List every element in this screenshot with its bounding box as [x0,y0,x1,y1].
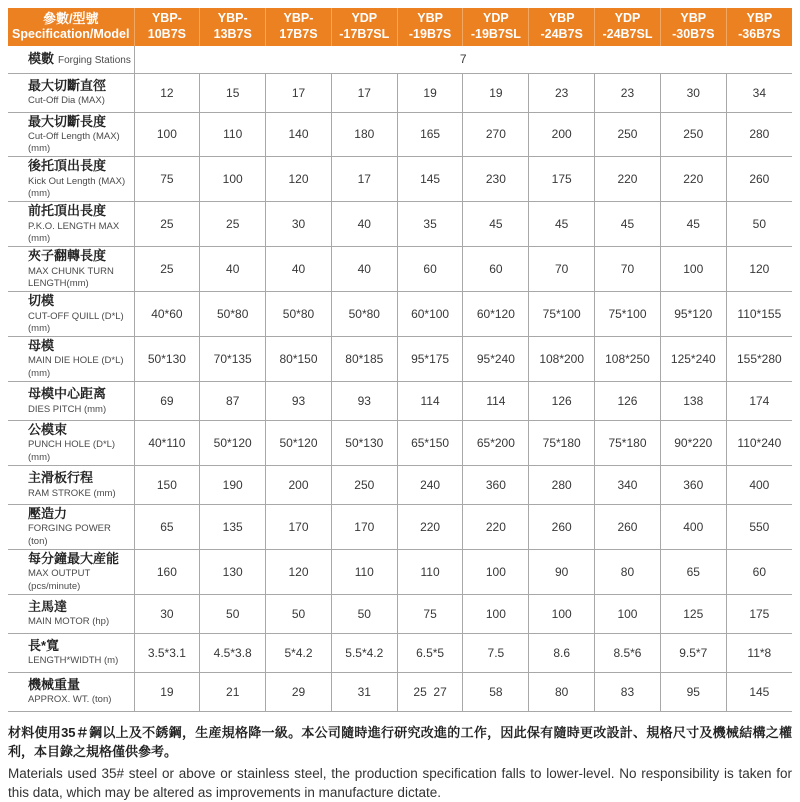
spec-value-cell: 145 [397,157,463,202]
spec-value-cell: 17 [266,73,332,112]
column-header-model [134,8,200,46]
table-row [8,633,792,672]
row-label-en: DIES PITCH (mm) [28,403,107,415]
spec-value-cell: 114 [397,382,463,421]
spec-value-cell: 30 [660,73,726,112]
spec-value-cell: 93 [266,382,332,421]
model-name-line1: YDP [351,11,378,26]
spec-value-cell: 6.5*5 [397,633,463,672]
spec-value-cell: 125*240 [660,337,726,382]
model-name-line1: YBP-10B7S [147,11,187,41]
spec-value-cell: 65*200 [463,421,529,466]
spec-value-cell: 87 [200,382,266,421]
table-row [8,202,792,247]
row-label [8,505,134,550]
spec-value-cell: 23 [529,73,595,112]
spec-value-cell: 80 [595,550,661,595]
column-header-model [397,8,463,46]
spec-value-cell: 200 [266,466,332,505]
column-header-model [266,8,332,46]
table-row [8,247,792,292]
row-label [8,382,134,421]
spec-model-header [8,8,134,46]
spec-value-cell: 280 [726,112,792,157]
model-name-line2: -24B7SL [602,27,653,41]
spec-value-cell: 65 [134,505,200,550]
spec-value-cell: 95 [660,672,726,711]
spec-value-cell: 65 [660,550,726,595]
spec-value-cell: 126 [595,382,661,421]
spec-value-cell: 100 [595,594,661,633]
spec-value-cell: 100 [529,594,595,633]
spec-value-cell: 260 [726,157,792,202]
model-name-line1: YBP-17B7S [279,11,318,41]
row-label [8,550,134,595]
spec-value-cell: 126 [529,382,595,421]
spec-value-cell: 8.5*6 [595,633,661,672]
table-header [8,8,792,46]
row-label-zh: 模數 [28,51,55,67]
spec-value-cell: 400 [660,505,726,550]
column-header-model [726,8,792,46]
spec-value-cell: 240 [397,466,463,505]
spec-value-cell: 25 27 [397,672,463,711]
spec-value-cell: 250 [660,112,726,157]
spec-value-cell: 5*4.2 [266,633,332,672]
spec-value-cell: 145 [726,672,792,711]
spec-value-cell: 550 [726,505,792,550]
row-label-zh: 主滑板行程 [28,470,94,486]
spec-value-cell: 25 [200,202,266,247]
model-name-line1: YDP [483,11,509,26]
spec-value-cell: 50*120 [266,421,332,466]
spec-value-cell: 95*120 [660,292,726,337]
spec-value-cell: 40 [200,247,266,292]
row-label-en: APPROX. WT. (ton) [28,694,112,706]
row-label-en: PUNCH HOLE (D*L) (mm) [28,439,116,463]
model-name-line1: YBP [417,11,443,26]
spec-table-body [8,46,792,711]
table-row [8,421,792,466]
row-label [8,672,134,711]
spec-value-cell: 114 [463,382,529,421]
spec-value-cell: 19 [397,73,463,112]
row-label-zh: 前托頂出長度 [28,203,107,219]
spec-value-cell: 108*200 [529,337,595,382]
spec-value-cell: 120 [266,157,332,202]
row-label-zh: 後托頂出長度 [28,158,107,174]
spec-value-cell: 100 [200,157,266,202]
model-name-line1: YDP [614,11,641,26]
row-label-en: RAM STROKE (mm) [28,487,116,499]
model-name-line2: -19B7SL [470,27,521,41]
column-header-model [595,8,661,46]
spec-value-cell: 60*100 [397,292,463,337]
row-label-en: Forging Stations [58,55,131,67]
spec-value-cell: 23 [595,73,661,112]
spec-value-cell: 45 [595,202,661,247]
spec-value-cell: 50*80 [200,292,266,337]
spec-value-cell: 50*80 [331,292,397,337]
row-label-zh: 每分鐘最大産能 [28,551,120,566]
row-label [8,337,134,382]
spec-value-cell: 100 [134,112,200,157]
spec-value-cell: 120 [726,247,792,292]
spec-value-cell: 190 [200,466,266,505]
spec-value-cell: 75*180 [595,421,661,466]
spec-value-cell: 40 [331,247,397,292]
row-label [8,46,134,73]
spec-value-cell: 75*100 [595,292,661,337]
spec-value-cell: 31 [331,672,397,711]
spec-value-cell: 50*80 [266,292,332,337]
spec-value-cell: 100 [463,550,529,595]
table-row [8,112,792,157]
row-label [8,247,134,292]
spec-value-cell: 95*240 [463,337,529,382]
spec-value-cell: 100 [660,247,726,292]
spec-table [8,8,792,712]
model-name-line2: -17B7SL [339,27,390,41]
spec-header-en: Specification/Model [12,27,130,42]
spec-value-cell: 75 [397,594,463,633]
model-name-line2: -36B7S [738,27,781,41]
spec-value-cell: 110*155 [726,292,792,337]
spec-value-cell: 138 [660,382,726,421]
row-label-zh: 最大切斷長度 [28,113,107,129]
spec-value-cell: 155*280 [726,337,792,382]
spec-value-cell: 400 [726,466,792,505]
spec-value-cell: 50 [200,594,266,633]
row-label-zh: 長*寬 [28,638,60,654]
spec-value-cell: 83 [595,672,661,711]
column-header-model [463,8,529,46]
spec-value-cell: 25 [134,202,200,247]
table-row [8,466,792,505]
spec-value-cell: 15 [200,73,266,112]
row-label [8,466,134,505]
column-header-model [331,8,397,46]
spec-value-cell: 30 [266,202,332,247]
model-name-line1: YBP-13B7S [213,11,252,41]
model-name-line2: -24B7S [540,27,583,41]
spec-value-cell: 340 [595,466,661,505]
footnote-zh: 材料使用35＃鋼以上及不銹鋼，生産規格降一級。本公司隨時進行研究改進的工作，因此保有隨時更改設計、規格尺寸及機械結構之權利，本目錄之規格僅供參考。 [8,724,792,759]
spec-value-cell: 70 [529,247,595,292]
table-row [8,550,792,595]
model-name-line1: YBP [746,11,773,26]
spec-value-cell: 130 [200,550,266,595]
spec-value-cell: 80*185 [331,337,397,382]
spec-value-cell: 60*120 [463,292,529,337]
spec-value-cell: 140 [266,112,332,157]
row-label-zh: 最大切斷直徑 [28,77,107,93]
row-label [8,421,134,466]
spec-value-cell: 17 [331,73,397,112]
spec-value-cell: 260 [595,505,661,550]
model-name-line2: -30B7S [672,27,715,41]
spec-header-zh: 參數/型號 [42,11,99,27]
spec-value-cell: 93 [331,382,397,421]
spec-value-cell: 270 [463,112,529,157]
spec-value-cell: 110*240 [726,421,792,466]
spec-value-cell: 75*180 [529,421,595,466]
spec-value-cell: 230 [463,157,529,202]
model-name-line1: YBP [680,11,707,26]
spec-value-cell: 50 [331,594,397,633]
forging-stations-row [8,46,792,73]
header-row [8,8,792,46]
spec-value-cell: 110 [200,112,266,157]
spec-value-cell: 58 [463,672,529,711]
spec-value-cell: 175 [726,594,792,633]
spec-value-cell: 45 [463,202,529,247]
spec-value-cell: 19 [134,672,200,711]
spec-value-cell: 110 [331,550,397,595]
forging-stations-value: 7 [134,46,792,73]
spec-value-cell: 170 [331,505,397,550]
spec-value-cell: 5.5*4.2 [331,633,397,672]
spec-value-cell: 110 [397,550,463,595]
row-label-en: LENGTH*WIDTH (m) [28,655,119,667]
spec-value-cell: 50 [266,594,332,633]
spec-value-cell: 220 [397,505,463,550]
spec-value-cell: 7.5 [463,633,529,672]
spec-value-cell: 200 [529,112,595,157]
row-label-zh: 夾子翻轉長度 [28,248,107,264]
spec-value-cell: 250 [331,466,397,505]
spec-value-cell: 220 [595,157,661,202]
spec-value-cell: 280 [529,466,595,505]
row-label-en: MAIN DIE HOLE (D*L) (mm) [28,355,124,379]
row-label-en: Kick Out Length (MAX)(mm) [28,175,126,200]
table-row [8,73,792,112]
spec-value-cell: 260 [529,505,595,550]
row-label-en: MAX OUTPUT (pcs/minute) [28,568,91,592]
spec-value-cell: 165 [397,112,463,157]
row-label [8,157,134,202]
row-label-zh: 機械重量 [28,677,81,693]
spec-value-cell: 220 [463,505,529,550]
spec-value-cell: 125 [660,594,726,633]
row-label-en: FORGING POWER (ton) [28,523,111,547]
row-label-zh: 壓造力 [28,506,68,522]
spec-value-cell: 60 [463,247,529,292]
row-label-en: CUT-OFF QUILL (D*L) (mm) [28,310,124,334]
row-label-zh: 切模 [28,293,55,309]
spec-value-cell: 150 [134,466,200,505]
table-row [8,505,792,550]
table-row [8,382,792,421]
row-label-zh: 母模中心距离 [28,386,107,402]
spec-value-cell: 50*120 [200,421,266,466]
row-label-zh: 母模 [28,338,55,354]
table-row [8,672,792,711]
spec-value-cell: 25 [134,247,200,292]
spec-value-cell: 75 [134,157,200,202]
row-label-zh: 公模束 [28,422,68,438]
spec-value-cell: 95*175 [397,337,463,382]
row-label [8,292,134,337]
table-row [8,594,792,633]
spec-value-cell: 60 [726,550,792,595]
spec-value-cell: 40*110 [134,421,200,466]
spec-value-cell: 50*130 [134,337,200,382]
spec-value-cell: 180 [331,112,397,157]
row-label-en: MAX CHUNK TURN LENGTH(mm) [28,265,114,289]
spec-value-cell: 360 [463,466,529,505]
spec-value-cell: 9.5*7 [660,633,726,672]
spec-value-cell: 120 [266,550,332,595]
spec-value-cell: 19 [463,73,529,112]
spec-value-cell: 100 [463,594,529,633]
table-row [8,157,792,202]
spec-value-cell: 65*150 [397,421,463,466]
spec-value-cell: 3.5*3.1 [134,633,200,672]
spec-value-cell: 160 [134,550,200,595]
spec-value-cell: 12 [134,73,200,112]
spec-value-cell: 11*8 [726,633,792,672]
spec-value-cell: 29 [266,672,332,711]
spec-value-cell: 220 [660,157,726,202]
spec-value-cell: 17 [331,157,397,202]
column-header-model [660,8,726,46]
row-label-en: Cut-Off Dia (MAX) [28,94,105,106]
spec-value-cell: 50*130 [331,421,397,466]
row-label-zh: 主馬達 [28,599,68,615]
row-label-en: Cut-Off Length (MAX)(mm) [28,130,120,155]
model-name-line2: -19B7S [408,27,452,41]
spec-value-cell: 135 [200,505,266,550]
spec-value-cell: 75*100 [529,292,595,337]
spec-value-cell: 40 [331,202,397,247]
model-name-line1: YBP [548,11,575,26]
spec-value-cell: 250 [595,112,661,157]
spec-value-cell: 35 [397,202,463,247]
row-label [8,112,134,157]
footnote [8,712,792,802]
spec-value-cell: 360 [660,466,726,505]
spec-value-cell: 40 [266,247,332,292]
footnote-en: Materials used 35# steel or above or stainless steel, the production specification falls to lower-level. No responsibility is taken for this data, which may be altered as improvements in manufacture dictate. [8,765,792,800]
spec-value-cell: 90*220 [660,421,726,466]
spec-value-cell: 34 [726,73,792,112]
spec-value-cell: 50 [726,202,792,247]
spec-value-cell: 4.5*3.8 [200,633,266,672]
spec-value-cell: 45 [660,202,726,247]
spec-value-cell: 80*150 [266,337,332,382]
spec-value-cell: 174 [726,382,792,421]
spec-value-cell: 108*250 [595,337,661,382]
spec-value-cell: 70*135 [200,337,266,382]
spec-value-cell: 30 [134,594,200,633]
row-label [8,633,134,672]
row-label-en: P.K.O. LENGTH MAX (mm) [28,220,120,244]
column-header-model [200,8,266,46]
row-label [8,202,134,247]
row-label-en: MAIN MOTOR (hp) [28,616,110,628]
spec-value-cell: 80 [529,672,595,711]
spec-value-cell: 60 [397,247,463,292]
spec-value-cell: 70 [595,247,661,292]
spec-value-cell: 8.6 [529,633,595,672]
spec-value-cell: 21 [200,672,266,711]
spec-value-cell: 170 [266,505,332,550]
spec-value-cell: 40*60 [134,292,200,337]
table-row [8,337,792,382]
spec-value-cell: 90 [529,550,595,595]
row-label [8,73,134,112]
column-header-model [529,8,595,46]
table-row [8,292,792,337]
row-label [8,594,134,633]
spec-value-cell: 175 [529,157,595,202]
spec-value-cell: 69 [134,382,200,421]
spec-value-cell: 45 [529,202,595,247]
